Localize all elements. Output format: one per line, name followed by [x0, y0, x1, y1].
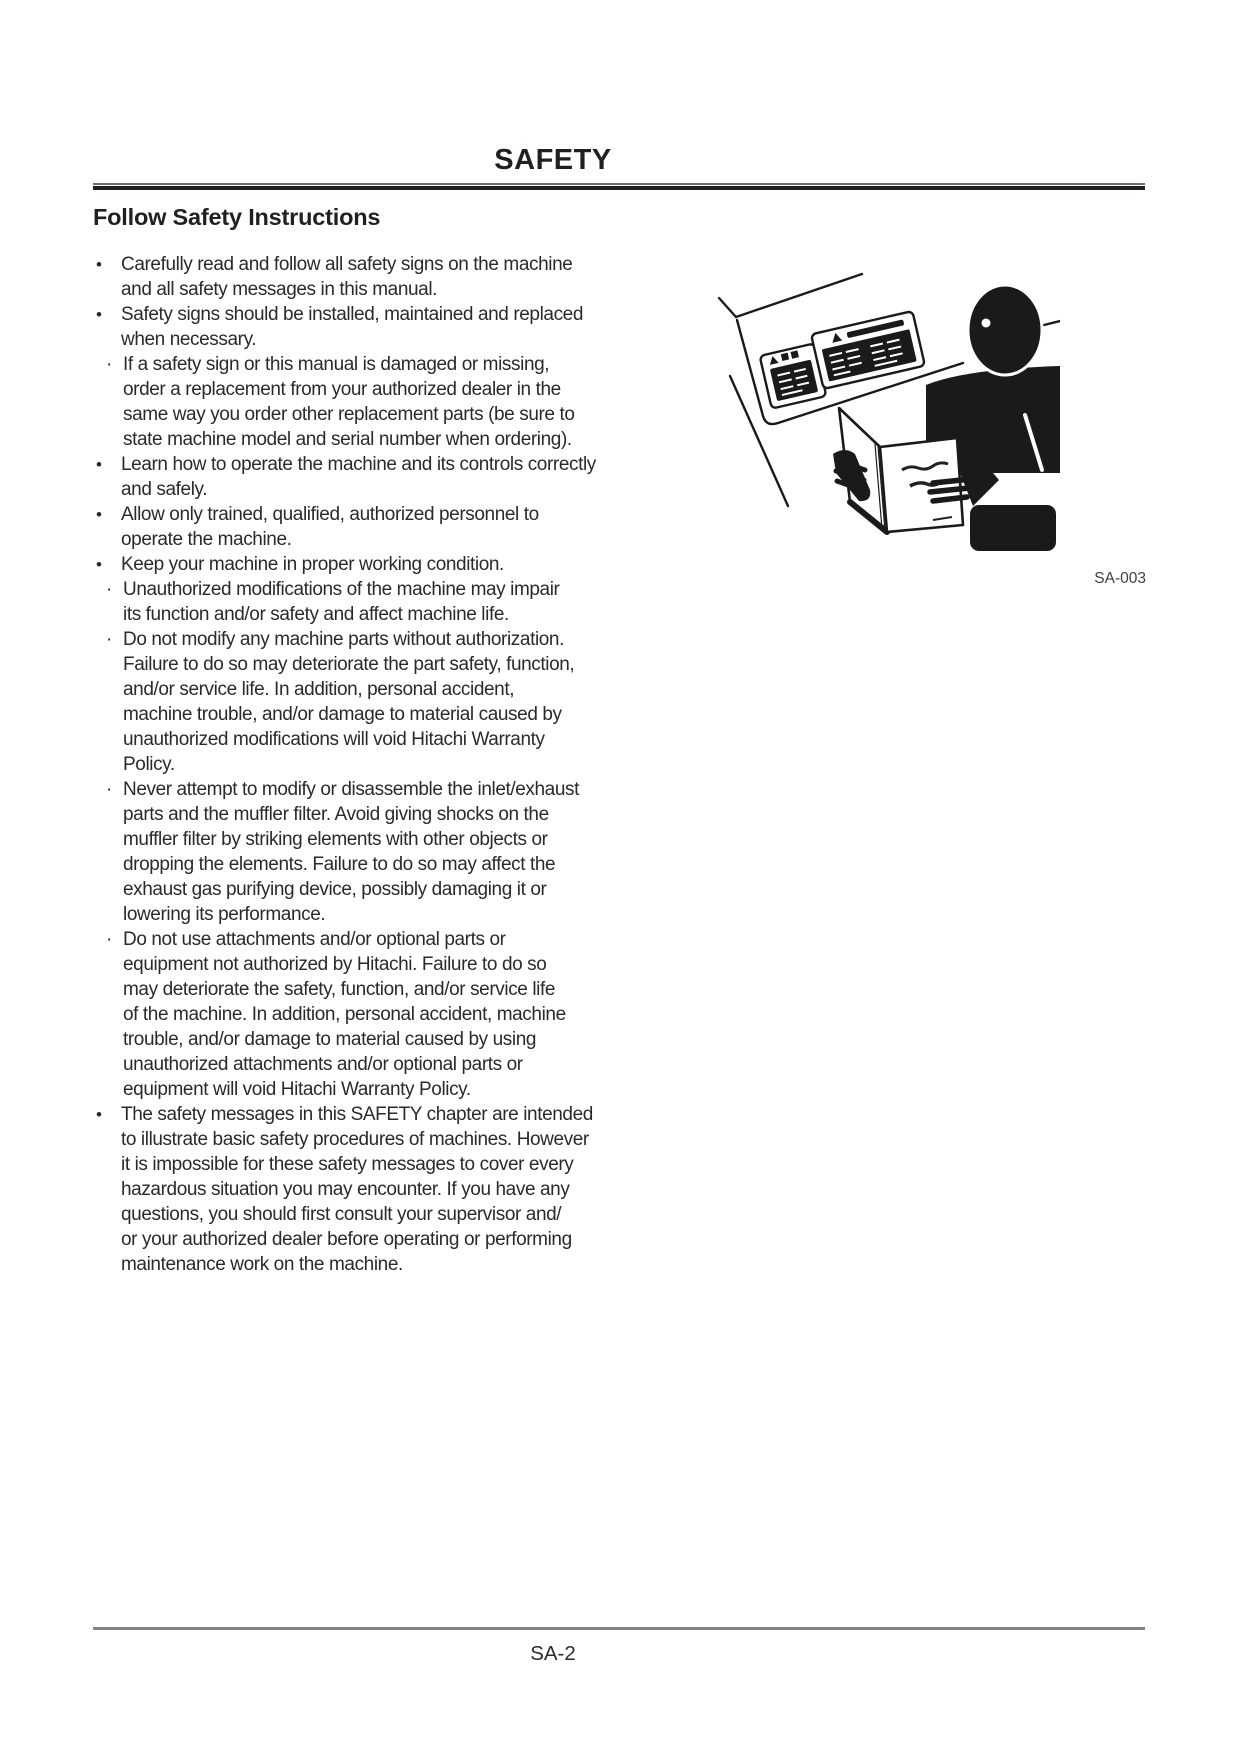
bullet-icon: · [106, 629, 112, 650]
text-line: Unauthorized modifications of the machine may impair [123, 579, 560, 600]
bullet-icon: · [106, 354, 112, 375]
text-line: or your authorized dealer before operating or performing [121, 1229, 572, 1250]
text-line: it is impossible for these safety messages to cover every [121, 1154, 574, 1175]
safety-illustration [630, 240, 1060, 562]
list-item-text [123, 627, 638, 777]
operator-head [968, 285, 1042, 375]
text-line: operate the machine. [121, 529, 292, 550]
bullet-icon: · [106, 929, 112, 950]
text-line: to illustrate basic safety procedures of machines. However [121, 1129, 589, 1150]
divider-thick-line [93, 186, 1145, 190]
operator-leg [970, 505, 1056, 551]
text-line: Never attempt to modify or disassemble the inlet/exhaust [123, 779, 579, 800]
bullet-icon: • [96, 555, 102, 574]
list-item-text [123, 577, 638, 627]
text-line: muffler filter by striking elements with other objects or [123, 829, 548, 850]
ear-dot [982, 319, 991, 328]
text-line: Do not modify any machine parts without authorization. [123, 629, 564, 650]
figure-caption: SA-003 [1094, 570, 1146, 587]
footer-divider [93, 1627, 1145, 1630]
text-line: unauthorized modifications will void Hitachi Warranty [123, 729, 545, 750]
list-item [93, 1102, 638, 1277]
text-line: and safely. [121, 479, 208, 500]
list-item [93, 252, 638, 302]
list-item-text [121, 452, 638, 502]
text-line: equipment not authorized by Hitachi. Failure to do so [123, 954, 547, 975]
text-line: maintenance work on the machine. [121, 1254, 403, 1275]
text-line: Carefully read and follow all safety signs on the machine [121, 254, 573, 275]
list-item [93, 552, 638, 577]
bullet-icon: • [96, 255, 102, 274]
page-title: SAFETY [494, 144, 612, 176]
section-heading: Follow Safety Instructions [93, 204, 381, 230]
list-item [93, 452, 638, 502]
safety-bullet-list [93, 252, 638, 1277]
list-item-text [123, 352, 638, 452]
text-line: unauthorized attachments and/or optional parts or [123, 1054, 523, 1075]
bullet-icon: · [106, 779, 112, 800]
list-item-text [123, 777, 638, 927]
text-line: Keep your machine in proper working condition. [121, 554, 504, 575]
list-item-text [121, 552, 638, 577]
list-item [93, 627, 638, 777]
text-line: Do not use attachments and/or optional parts or [123, 929, 506, 950]
divider-thin-line [93, 183, 1145, 185]
page-number: SA-2 [530, 1642, 576, 1665]
text-line: parts and the muffler filter. Avoid giving shocks on the [123, 804, 549, 825]
bullet-icon: · [106, 579, 112, 600]
text-line: state machine model and serial number when ordering). [123, 429, 572, 450]
text-line: machine trouble, and/or damage to material caused by [123, 704, 562, 725]
text-line: Policy. [123, 754, 175, 775]
text-line: The safety messages in this SAFETY chapter are intended [121, 1104, 593, 1125]
text-line: exhaust gas purifying device, possibly damaging it or [123, 879, 547, 900]
list-item-text [121, 252, 638, 302]
text-line: Failure to do so may deteriorate the part safety, function, [123, 654, 575, 675]
list-item-text [121, 302, 638, 352]
text-line: equipment will void Hitachi Warranty Policy. [123, 1079, 471, 1100]
list-item-text [123, 927, 638, 1102]
text-line: hazardous situation you may encounter. If you have any [121, 1179, 570, 1200]
text-line: Allow only trained, qualified, authorized personnel to [121, 504, 539, 525]
text-line: order a replacement from your authorized dealer in the [123, 379, 561, 400]
list-item [93, 502, 638, 552]
list-item [93, 577, 638, 627]
list-item [93, 352, 638, 452]
text-line: and/or service life. In addition, personal accident, [123, 679, 515, 700]
list-item-text [121, 1102, 638, 1277]
bullet-icon: • [96, 305, 102, 324]
text-line: lowering its performance. [123, 904, 326, 925]
text-line: and all safety messages in this manual. [121, 279, 438, 300]
operator-reading-manual-figure [630, 240, 1060, 562]
text-line: Learn how to operate the machine and its controls correctly [121, 454, 596, 475]
bullet-icon: • [96, 505, 102, 524]
bullet-icon: • [96, 1105, 102, 1124]
text-line: Safety signs should be installed, maintained and replaced [121, 304, 584, 325]
text-line: same way you order other replacement parts (be sure to [123, 404, 575, 425]
list-item [93, 777, 638, 927]
text-line: trouble, and/or damage to material caused by using [123, 1029, 537, 1050]
text-line: may deteriorate the safety, function, and/or service life [123, 979, 556, 1000]
list-item [93, 927, 638, 1102]
text-line: of the machine. In addition, personal accident, machine [123, 1004, 566, 1025]
text-line: its function and/or safety and affect machine life. [123, 604, 509, 625]
title-divider [93, 183, 1145, 190]
bullet-icon: • [96, 455, 102, 474]
list-item-text [121, 502, 638, 552]
safety-label-large [811, 311, 925, 389]
text-line: when necessary. [121, 329, 257, 350]
list-item [93, 302, 638, 352]
text-line: If a safety sign or this manual is damaged or missing, [123, 354, 550, 375]
text-line: dropping the elements. Failure to do so may affect the [123, 854, 556, 875]
text-line: questions, you should first consult your supervisor and/ [121, 1204, 562, 1225]
